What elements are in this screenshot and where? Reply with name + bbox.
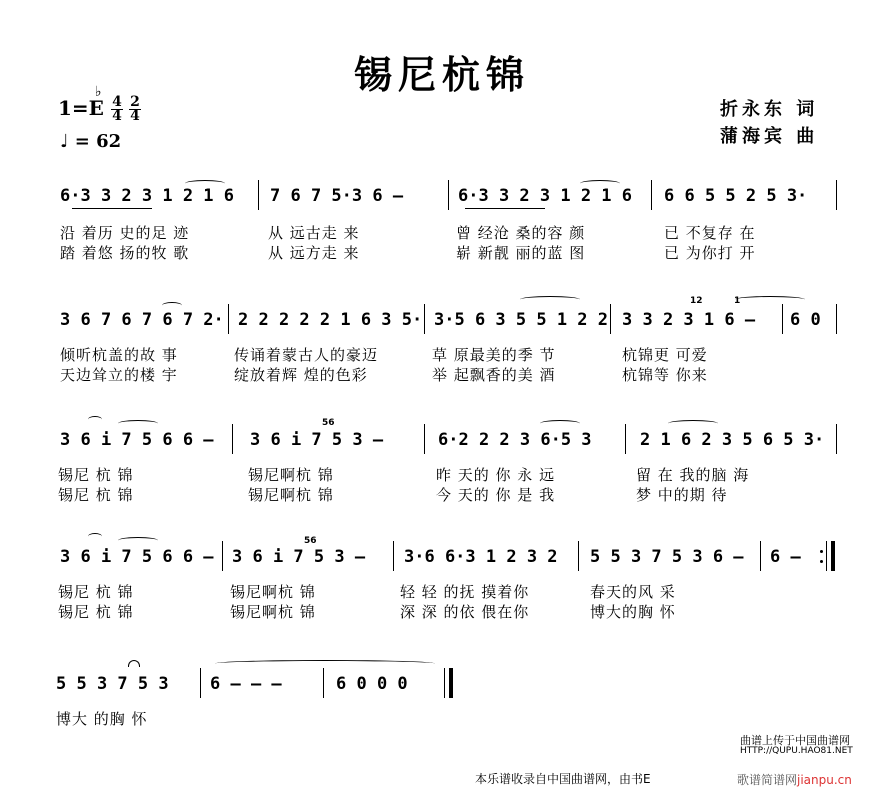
row2-lyric1-m4: 杭锦更 可爱: [622, 346, 708, 364]
row2-measure2: 2 2 2 2 2 1 6 3 5·: [238, 310, 423, 330]
row1-lyric1-m3: 曾 经沧 桑的容 颜: [456, 224, 586, 242]
row1-lyric2-m1: 踏 着悠 扬的牧 歌: [60, 244, 190, 262]
row2-measure4: 3 3 2 3 1 6 –: [622, 310, 756, 330]
row1-lyric2-m4: 已 为你打 开: [664, 244, 756, 262]
row4-lyric1-m1: 锡尼 杭 锦: [58, 583, 134, 601]
grace-note-3: 56: [322, 418, 335, 428]
row1-lyric1-m4: 已 不复存 在: [664, 224, 756, 242]
row3-measure1: 3 6 i 7 5 6 6 –: [60, 430, 214, 450]
row4-measure3: 3·6 6·3 1 2 3 2: [404, 547, 558, 567]
time-sig-1-bottom: 4: [112, 108, 122, 124]
watermark-line3: [737, 771, 852, 788]
row3-lyric1-m4: 留 在 我的脑 海: [636, 466, 750, 484]
time-signature-2: [129, 96, 141, 123]
row2-lyric2-m1: 天边耸立的楼 宇: [60, 366, 178, 384]
row1-measure1: 6·3 3 2 3 1 2 1 6: [60, 186, 234, 206]
row1-lyric2-m2: 从 远方走 来: [268, 244, 360, 262]
composer-credit: 蒲海宾 曲: [720, 126, 819, 147]
time-sig-2-bottom: 4: [130, 108, 140, 124]
row4-lyric2-m3: 深 深 的依 偎在你: [400, 603, 530, 621]
row3-measure2: 3 6 i 7 5 3 –: [250, 430, 384, 450]
row2-measure5: 6 0: [790, 310, 821, 330]
row2-measure1: 3 6 7 6 7 6 7 2·: [60, 310, 224, 330]
row4-measure4: 5 5 3 7 5 3 6 –: [590, 547, 744, 567]
row3-measure3: 6·2 2 2 3 6·5 3: [438, 430, 592, 450]
row3-lyric1-m2: 锡尼啊杭 锦: [248, 466, 334, 484]
row2-lyric2-m3: 举 起飘香的美 酒: [432, 366, 556, 384]
row2-lyric1-m3: 草 原最美的季 节: [432, 346, 556, 364]
row4-lyric2-m2: 锡尼啊杭 锦: [230, 603, 316, 621]
key-signature: 1=E: [58, 96, 104, 120]
row3-lyric2-m4: 梦 中的期 待: [636, 486, 728, 504]
watermark-line3-a: 歌谱简谱网: [737, 773, 798, 787]
row4-measure1: 3 6 i 7 5 6 6 –: [60, 547, 214, 567]
row3-lyric1-m1: 锡尼 杭 锦: [58, 466, 134, 484]
watermark-line3-b: jianpu.cn: [797, 773, 852, 787]
watermark-line1: 曲谱上传于中国曲谱网: [740, 734, 850, 747]
row1-measure4: 6 6 5 5 2 5 3·: [664, 186, 808, 206]
row4-measure5: 6 –: [770, 547, 801, 567]
source-note: 本乐谱收录自中国曲谱网，由书E: [475, 772, 651, 786]
row4-lyric1-m4: 春天的风 采: [590, 583, 676, 601]
row5-measure3: 6 0 0 0: [336, 674, 408, 694]
row1-measure3: 6·3 3 2 3 1 2 1 6: [458, 186, 632, 206]
row4-lyric2-m4: 博大的胸 怀: [590, 603, 676, 621]
row1-lyric2-m3: 崭 新靓 丽的蓝 图: [456, 244, 586, 262]
lyricist-credit: 折永东 词: [720, 99, 819, 120]
row5-measure1: 5 5 3 7 5 3: [56, 674, 169, 694]
row4-lyric2-m1: 锡尼 杭 锦: [58, 603, 134, 621]
row5-lyric1: 博大 的胸 怀: [56, 710, 148, 728]
row3-lyric2-m1: 锡尼 杭 锦: [58, 486, 134, 504]
row1-measure2: 7 6 7 5·3 6 –: [270, 186, 404, 206]
row2-lyric1-m1: 倾听杭盖的故 事: [60, 346, 178, 364]
row5-measure2: 6 – – –: [210, 674, 282, 694]
flat-sign: ♭: [95, 84, 102, 100]
row3-lyric2-m3: 今 天的 你 是 我: [436, 486, 556, 504]
tempo-marking: ♩ = 62: [60, 131, 122, 152]
row2-lyric2-m2: 绽放着辉 煌的色彩: [234, 366, 368, 384]
row2-measure3: 3·5 6 3 5 5 1 2 2: [434, 310, 608, 330]
row2-lyric1-m2: 传诵着蒙古人的豪迈: [234, 346, 379, 364]
row1-lyric1-m1: 沿 着历 史的足 迹: [60, 224, 190, 242]
row3-lyric2-m2: 锡尼啊杭 锦: [248, 486, 334, 504]
row4-measure2: 3 6 i 7 5 3 –: [232, 547, 366, 567]
grace-note-2: 1: [734, 296, 741, 306]
row3-measure4: 2 1 6 2 3 5 6 5 3·: [640, 430, 825, 450]
time-signature-1: [111, 96, 123, 123]
row1-lyric1-m2: 从 远古走 来: [268, 224, 360, 242]
grace-note-4: 56: [304, 536, 317, 546]
time-sig-1-top: 4: [112, 94, 122, 110]
row3-lyric1-m3: 昨 天的 你 永 远: [436, 466, 556, 484]
row2-lyric2-m4: 杭锦等 你来: [622, 366, 708, 384]
time-sig-2-top: 2: [130, 94, 140, 110]
row4-lyric1-m2: 锡尼啊杭 锦: [230, 583, 316, 601]
row4-lyric1-m3: 轻 轻 的抚 摸着你: [400, 583, 530, 601]
grace-note-1: 12: [690, 296, 703, 306]
watermark-line2: HTTP://QUPU.HAO81.NET: [740, 746, 853, 756]
page-title: 锡尼杭锦: [353, 52, 530, 97]
